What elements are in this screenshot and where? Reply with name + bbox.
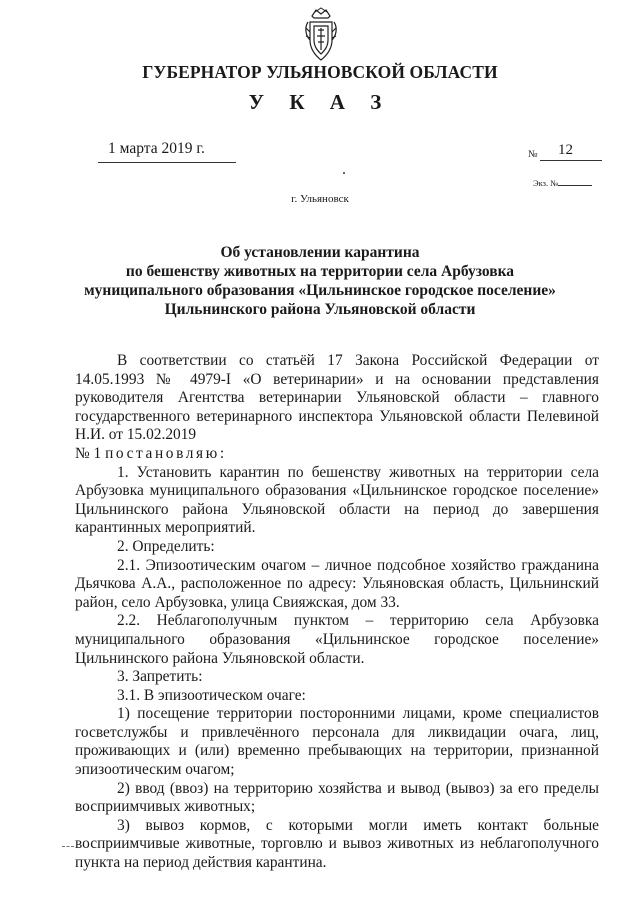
coat-of-arms-icon [302, 6, 340, 64]
body-paragraph: 2.2. Неблагополучным пунктом – территорию села Арбузовка муниципального образования «Цильнинское городское поселение» Цильнинского района Ульяновской области. [75, 612, 599, 667]
body-paragraph: 3.1. В эпизоотическом очаге: [117, 686, 306, 704]
scan-mark [62, 846, 74, 847]
body-paragraph: 1. Установить карантин по бешенству животных на территории села Арбузовка муниципального образования «Цильнинское городское поселение» Цильнинского района Ульяновской области на период до завершения карантинных мероприятий. [75, 463, 599, 537]
document-body [75, 352, 599, 873]
title-line: Об установлении карантина [220, 244, 420, 261]
body-paragraph [75, 445, 599, 464]
body-paragraph: 2) ввод (ввоз) на территорию хозяйства и вывод (вывоз) за его пределы восприимчивых животных; [75, 779, 599, 816]
issue-city: г. Ульяновск [291, 193, 349, 205]
decree-number: № 1 [75, 444, 106, 462]
copy-number-field [533, 178, 592, 188]
copy-number-label: Экз. № [533, 178, 559, 188]
issuing-authority: ГУБЕРНАТОР УЛЬЯНОВСКОЙ ОБЛАСТИ [142, 62, 498, 82]
body-paragraph: 2. Определить: [117, 537, 215, 555]
document-title [60, 243, 580, 319]
title-line: Цильнинского района Ульяновской области [164, 301, 476, 318]
document-type: У К А З [248, 90, 392, 114]
stray-mark [343, 172, 345, 174]
decree-verb: постановляю: [105, 444, 227, 462]
copy-number-line [558, 185, 592, 186]
number-sign: № [528, 149, 538, 160]
title-line: муниципального образования «Цильнинское городское поселение» [84, 282, 556, 299]
number-field [540, 141, 602, 161]
date-field [98, 140, 236, 163]
title-line: по бешенству животных на территории села Арбузовка [125, 263, 515, 280]
body-paragraph: 1) посещение территории посторонними лицами, кроме специалистов госветслужбы и привлечённого персонала для ликвидации очага, лиц, проживающих и (или) временно пребывающих на территории, признанной эпизоотическим очагом; [75, 705, 599, 779]
document-date: 1 марта 2019 г. [108, 140, 205, 157]
document-number: 12 [558, 142, 573, 158]
body-paragraph: 3. Запретить: [117, 668, 203, 686]
body-paragraph: В соответствии со статьёй 17 Закона Российской Федерации от 14.05.1993 № 4979-I «О ветеринарии» и на основании представления руководителя Агентства ветеринарии Ульяновской области – главного государственного ветеринарного инспектора Ульяновской области Пелевиной Н.И. от 15.02.2019 [75, 352, 599, 444]
body-paragraph: 2.1. Эпизоотическим очагом – личное подсобное хозяйство гражданина Дьячкова А.А., расположенное по адресу: Ульяновская область, Цильнинский район, село Арбузовка, улица Свияжская, дом 33. [75, 556, 599, 611]
body-paragraph: 3) вывоз кормов, с которыми могли иметь контакт больные восприимчивые животные, торговлю и вывоз животных из неблагополучного пункта на период действия карантина. [75, 816, 599, 872]
